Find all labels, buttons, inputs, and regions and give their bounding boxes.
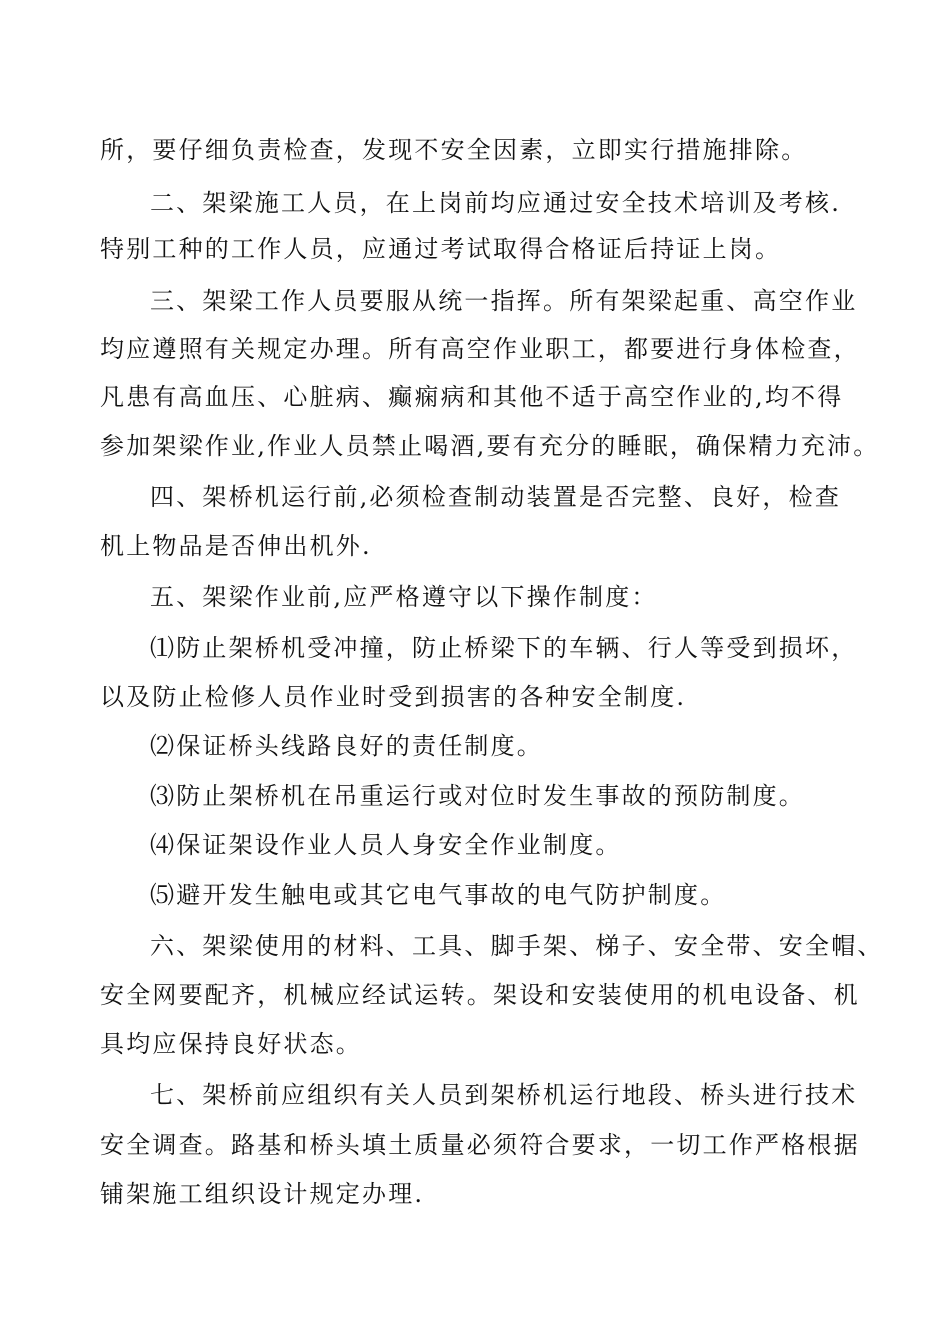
text-line: 以及防止检修人员作业时受到损害的各种安全制度. — [100, 683, 687, 711]
text-line: 四、架桥机运行前,必须检查制动装置是否完整、良好，检查 — [150, 483, 842, 511]
text-line: 安全调查。路基和桥头填土质量必须符合要求，一切工作严格根据 — [100, 1131, 860, 1159]
text-line: ⑷保证架设作业人员人身安全作业制度。 — [150, 831, 622, 859]
text-line: 六、架梁使用的材料、工具、脚手架、梯子、安全带、安全帽、 — [150, 932, 884, 960]
text-line: 铺架施工组织设计规定办理. — [100, 1180, 425, 1208]
text-line: 所，要仔细负责检查，发现不安全因素，立即实行措施排除。 — [100, 136, 808, 164]
text-line: 七、架桥前应组织有关人员到架桥机运行地段、桥头进行技术 — [150, 1081, 858, 1109]
text-line: 凡患有高血压、心脏病、癫痫病和其他不适于高空作业的,均不得 — [100, 383, 844, 411]
text-line: 均应遵照有关规定办理。所有高空作业职工，都要进行身体检查， — [100, 335, 860, 363]
text-line: 二、架梁施工人员，在上岗前均应通过安全技术培训及考核. — [150, 189, 842, 217]
text-line: 安全网要配齐，机械应经试运转。架设和安装使用的机电设备、机 — [100, 981, 860, 1009]
text-line: 参加架梁作业,作业人员禁止喝酒,要有充分的睡眠，确保精力充沛。 — [100, 432, 880, 460]
text-line: 具均应保持良好状态。 — [100, 1030, 362, 1058]
text-line: 机上物品是否伸出机外. — [100, 532, 372, 560]
text-line: 五、架梁作业前,应严格遵守以下操作制度： — [150, 583, 658, 611]
text-line: ⑸避开发生触电或其它电气事故的电气防护制度。 — [150, 881, 727, 909]
text-line: 三、架梁工作人员要服从统一指挥。所有架梁起重、高空作业 — [150, 287, 858, 315]
text-line: ⑵保证桥头线路良好的责任制度。 — [150, 732, 543, 760]
text-line: 特别工种的工作人员，应通过考试取得合格证后持证上岗。 — [100, 235, 782, 263]
text-line: ⑶防止架桥机在吊重运行或对位时发生事故的预防制度。 — [150, 782, 805, 810]
text-line: ⑴防止架桥机受冲撞，防止桥梁下的车辆、行人等受到损坏， — [150, 634, 858, 662]
